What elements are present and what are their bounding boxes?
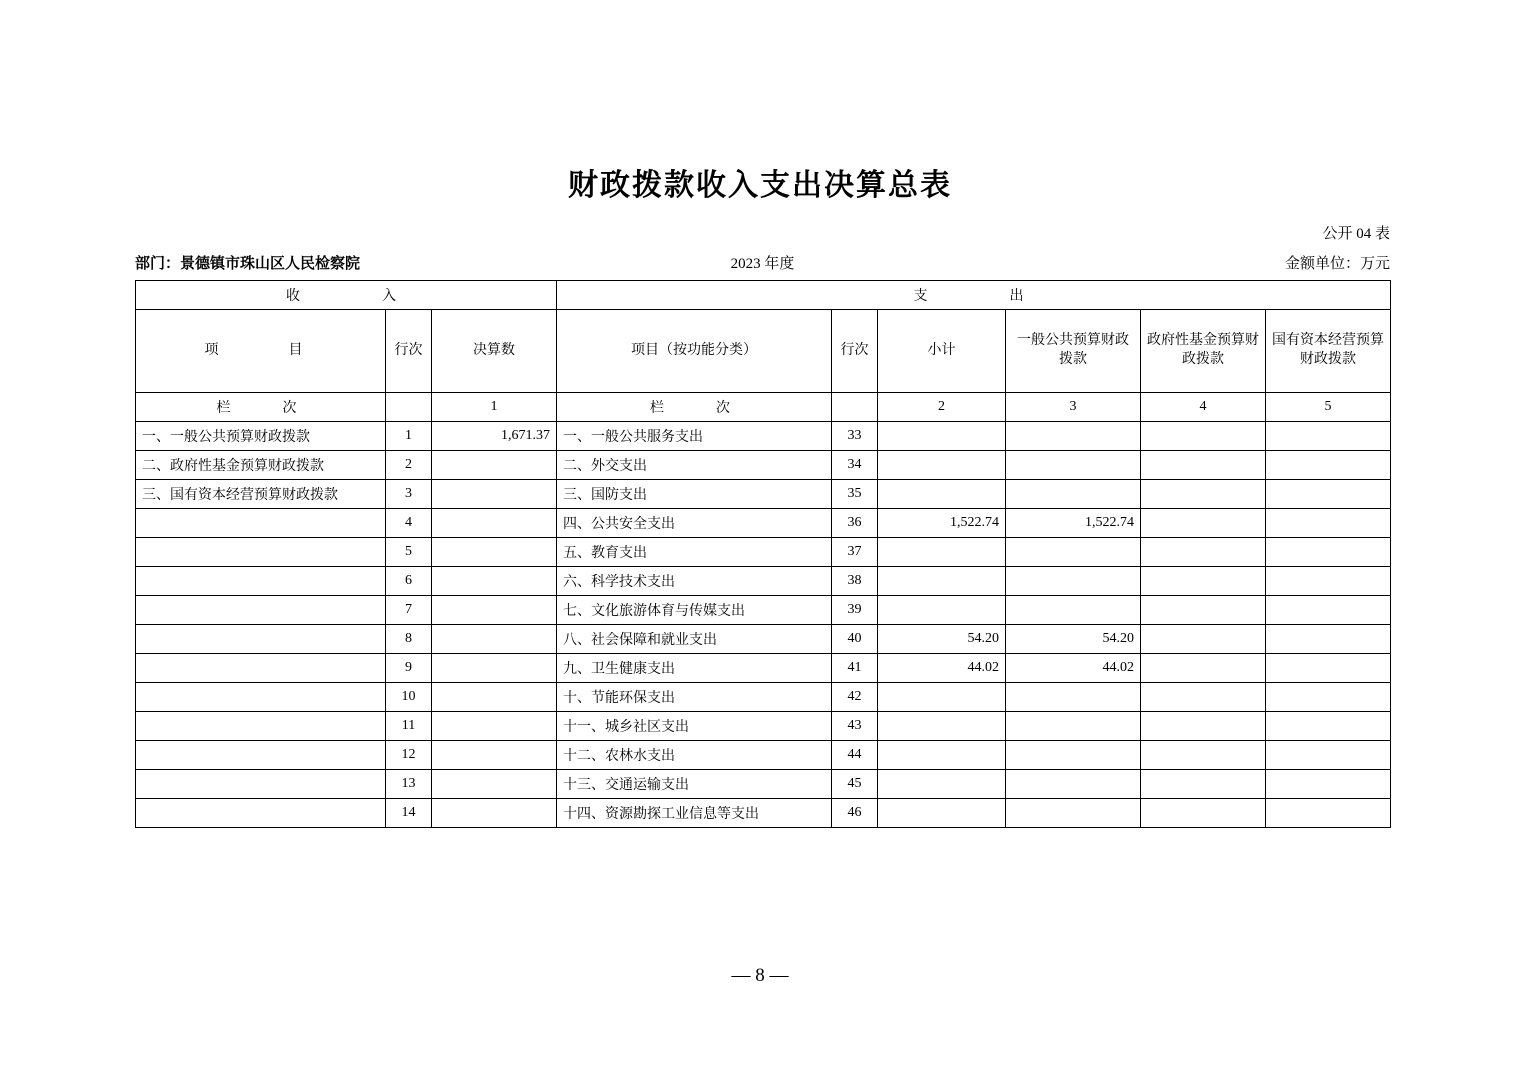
form-code-label: 公开 04 表	[1322, 226, 1390, 242]
cell-general-public	[1006, 596, 1141, 625]
cell-subtotal	[878, 770, 1006, 799]
cell-income-rownum: 5	[386, 538, 432, 567]
lane-number-gov-fund: 4	[1141, 393, 1266, 422]
cell-income-item	[136, 654, 386, 683]
cell-income-rownum: 10	[386, 683, 432, 712]
table-row	[136, 451, 1391, 480]
cell-expense-item: 五、教育支出	[557, 538, 832, 567]
cell-expense-rownum: 44	[832, 741, 878, 770]
table-row	[136, 712, 1391, 741]
cell-state-capital	[1266, 567, 1391, 596]
cell-expense-rownum: 45	[832, 770, 878, 799]
cell-income-final	[432, 451, 557, 480]
cell-state-capital	[1266, 799, 1391, 828]
cell-income-item	[136, 683, 386, 712]
cell-expense-rownum: 33	[832, 422, 878, 451]
cell-general-public	[1006, 538, 1141, 567]
amount-unit-label: 金额单位：万元	[1284, 256, 1390, 272]
cell-expense-rownum: 43	[832, 712, 878, 741]
cell-expense-rownum: 42	[832, 683, 878, 712]
cell-expense-rownum: 41	[832, 654, 878, 683]
cell-gov-fund	[1141, 741, 1266, 770]
cell-gov-fund	[1141, 451, 1266, 480]
cell-income-item: 三、国有资本经营预算财政拨款	[136, 480, 386, 509]
cell-state-capital	[1266, 480, 1391, 509]
lane-blank-right	[832, 393, 878, 422]
table-row	[136, 741, 1391, 770]
cell-income-rownum: 8	[386, 625, 432, 654]
cell-income-final	[432, 567, 557, 596]
cell-general-public	[1006, 451, 1141, 480]
header-state-capital: 国有资本经营预算财政拨款	[1266, 310, 1391, 393]
cell-income-item	[136, 799, 386, 828]
cell-gov-fund	[1141, 683, 1266, 712]
cell-general-public	[1006, 712, 1141, 741]
table-row	[136, 596, 1391, 625]
cell-general-public	[1006, 770, 1141, 799]
cell-gov-fund	[1141, 509, 1266, 538]
header-subtotal: 小计	[878, 310, 1006, 393]
cell-gov-fund	[1141, 538, 1266, 567]
table-row	[136, 654, 1391, 683]
header-general-public: 一般公共预算财政拨款	[1006, 310, 1141, 393]
cell-subtotal: 54.20	[878, 625, 1006, 654]
table-row	[136, 480, 1391, 509]
lane-blank-left	[386, 393, 432, 422]
cell-general-public	[1006, 799, 1141, 828]
cell-expense-rownum: 39	[832, 596, 878, 625]
cell-income-item	[136, 509, 386, 538]
cell-gov-fund	[1141, 480, 1266, 509]
cell-income-final	[432, 625, 557, 654]
cell-subtotal	[878, 567, 1006, 596]
band-income: 收 入	[136, 281, 557, 310]
cell-expense-item: 七、文化旅游体育与传媒支出	[557, 596, 832, 625]
cell-expense-rownum: 37	[832, 538, 878, 567]
cell-income-item	[136, 596, 386, 625]
header-expense-rownum: 行次	[832, 310, 878, 393]
table-row	[136, 799, 1391, 828]
document-meta-row	[135, 252, 1390, 274]
table-lane-row	[136, 393, 1391, 422]
lane-number-income-final: 1	[432, 393, 557, 422]
cell-income-final: 1,671.37	[432, 422, 557, 451]
table-row	[136, 567, 1391, 596]
cell-expense-rownum: 35	[832, 480, 878, 509]
cell-subtotal	[878, 799, 1006, 828]
cell-gov-fund	[1141, 422, 1266, 451]
cell-income-item	[136, 567, 386, 596]
cell-income-final	[432, 741, 557, 770]
cell-state-capital	[1266, 625, 1391, 654]
cell-income-rownum: 3	[386, 480, 432, 509]
cell-income-rownum: 12	[386, 741, 432, 770]
cell-income-rownum: 1	[386, 422, 432, 451]
cell-income-item	[136, 538, 386, 567]
cell-state-capital	[1266, 596, 1391, 625]
cell-state-capital	[1266, 538, 1391, 567]
cell-state-capital	[1266, 509, 1391, 538]
table-row	[136, 770, 1391, 799]
table-row	[136, 625, 1391, 654]
header-income-item: 项 目	[136, 310, 386, 393]
cell-gov-fund	[1141, 596, 1266, 625]
cell-gov-fund	[1141, 712, 1266, 741]
cell-general-public: 54.20	[1006, 625, 1141, 654]
cell-gov-fund	[1141, 625, 1266, 654]
department-label: 部门：景德镇市珠山区人民检察院	[135, 256, 361, 272]
cell-income-rownum: 2	[386, 451, 432, 480]
cell-expense-rownum: 40	[832, 625, 878, 654]
cell-state-capital	[1266, 654, 1391, 683]
cell-income-rownum: 14	[386, 799, 432, 828]
cell-general-public	[1006, 480, 1141, 509]
cell-income-rownum: 4	[386, 509, 432, 538]
cell-expense-rownum: 38	[832, 567, 878, 596]
cell-expense-item: 二、外交支出	[557, 451, 832, 480]
table-header-row	[136, 310, 1391, 393]
cell-expense-rownum: 46	[832, 799, 878, 828]
cell-expense-rownum: 36	[832, 509, 878, 538]
cell-subtotal	[878, 712, 1006, 741]
cell-income-item	[136, 712, 386, 741]
cell-gov-fund	[1141, 654, 1266, 683]
table-band-row	[136, 281, 1391, 310]
cell-general-public	[1006, 422, 1141, 451]
cell-state-capital	[1266, 712, 1391, 741]
cell-general-public: 44.02	[1006, 654, 1141, 683]
cell-state-capital	[1266, 451, 1391, 480]
cell-income-item	[136, 625, 386, 654]
header-gov-fund: 政府性基金预算财政拨款	[1141, 310, 1266, 393]
cell-expense-item: 一、一般公共服务支出	[557, 422, 832, 451]
cell-general-public	[1006, 567, 1141, 596]
cell-expense-item: 八、社会保障和就业支出	[557, 625, 832, 654]
cell-income-final	[432, 538, 557, 567]
band-expense: 支 出	[557, 281, 1391, 310]
cell-expense-item: 六、科学技术支出	[557, 567, 832, 596]
cell-gov-fund	[1141, 799, 1266, 828]
table-row	[136, 538, 1391, 567]
cell-gov-fund	[1141, 567, 1266, 596]
cell-gov-fund	[1141, 770, 1266, 799]
lane-label-left: 栏 次	[136, 393, 386, 422]
lane-label-right: 栏 次	[557, 393, 832, 422]
cell-state-capital	[1266, 741, 1391, 770]
table-row	[136, 683, 1391, 712]
cell-subtotal	[878, 422, 1006, 451]
cell-income-rownum: 6	[386, 567, 432, 596]
lane-number-subtotal: 2	[878, 393, 1006, 422]
page-title: 财政拨款收入支出决算总表	[568, 169, 952, 202]
cell-income-rownum: 7	[386, 596, 432, 625]
cell-state-capital	[1266, 422, 1391, 451]
cell-income-rownum: 11	[386, 712, 432, 741]
cell-income-final	[432, 799, 557, 828]
cell-subtotal	[878, 741, 1006, 770]
cell-income-final	[432, 683, 557, 712]
cell-income-item	[136, 770, 386, 799]
cell-state-capital	[1266, 683, 1391, 712]
cell-general-public	[1006, 683, 1141, 712]
table-row	[136, 422, 1391, 451]
cell-income-item: 一、一般公共预算财政拨款	[136, 422, 386, 451]
header-expense-item: 项目（按功能分类）	[557, 310, 832, 393]
cell-general-public	[1006, 741, 1141, 770]
header-income-final: 决算数	[432, 310, 557, 393]
cell-income-item: 二、政府性基金预算财政拨款	[136, 451, 386, 480]
cell-income-item	[136, 741, 386, 770]
lane-number-general-public: 3	[1006, 393, 1141, 422]
cell-subtotal	[878, 683, 1006, 712]
cell-subtotal	[878, 480, 1006, 509]
fiscal-year-label: 2023 年度	[730, 256, 795, 272]
cell-subtotal	[878, 451, 1006, 480]
cell-income-final	[432, 509, 557, 538]
cell-subtotal	[878, 538, 1006, 567]
cell-income-rownum: 13	[386, 770, 432, 799]
cell-subtotal	[878, 596, 1006, 625]
cell-expense-item: 十一、城乡社区支出	[557, 712, 832, 741]
cell-expense-item: 九、卫生健康支出	[557, 654, 832, 683]
page-number: — 8 —	[731, 965, 789, 986]
cell-income-final	[432, 480, 557, 509]
cell-income-final	[432, 654, 557, 683]
cell-expense-item: 四、公共安全支出	[557, 509, 832, 538]
table-row	[136, 509, 1391, 538]
header-income-rownum: 行次	[386, 310, 432, 393]
cell-expense-rownum: 34	[832, 451, 878, 480]
cell-expense-item: 十四、资源勘探工业信息等支出	[557, 799, 832, 828]
cell-subtotal: 1,522.74	[878, 509, 1006, 538]
lane-number-state-capital: 5	[1266, 393, 1391, 422]
cell-general-public: 1,522.74	[1006, 509, 1141, 538]
cell-subtotal: 44.02	[878, 654, 1006, 683]
cell-income-final	[432, 712, 557, 741]
cell-income-rownum: 9	[386, 654, 432, 683]
cell-expense-item: 十二、农林水支出	[557, 741, 832, 770]
cell-income-final	[432, 596, 557, 625]
budget-table	[135, 280, 1391, 828]
cell-expense-item: 十三、交通运输支出	[557, 770, 832, 799]
cell-income-final	[432, 770, 557, 799]
cell-expense-item: 三、国防支出	[557, 480, 832, 509]
cell-expense-item: 十、节能环保支出	[557, 683, 832, 712]
cell-state-capital	[1266, 770, 1391, 799]
